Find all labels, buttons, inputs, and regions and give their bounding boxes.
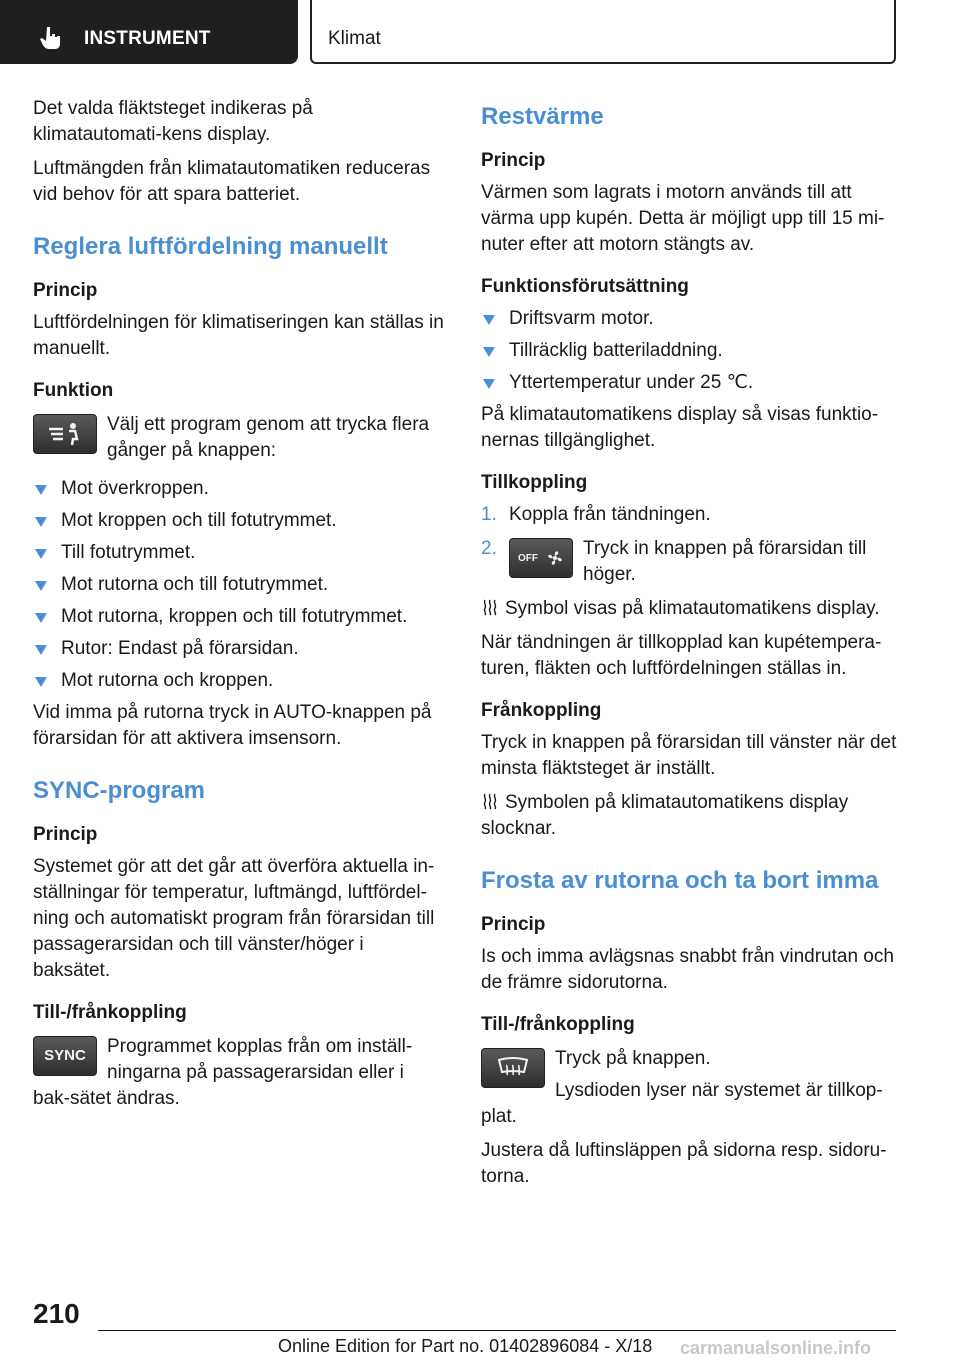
- prerequisites-list: [481, 306, 897, 396]
- subheading-funktion: Funktion: [33, 380, 114, 401]
- subheading-princip: Princip: [481, 150, 546, 171]
- paragraph-air-reduction: Luftmängden från klimatautomatiken reduceras vid behov för att spara batteriet.: [33, 158, 431, 205]
- heat-waves-icon: [481, 598, 499, 616]
- footer-edition: Online Edition for Part no. 01402896084 - X/18: [278, 1336, 653, 1356]
- page-header: [0, 0, 960, 66]
- sync-button-icon: SYNC: [33, 1036, 97, 1076]
- subheading-on-off: Till-/frånkoppling: [33, 1002, 187, 1023]
- list-item: Mot rutorna, kroppen och till fotutrymmet.: [33, 604, 445, 630]
- list-item: Driftsvarm motor.: [481, 306, 897, 332]
- led-text: Lysdioden lyser när systemet är tillkop-plat.: [481, 1080, 883, 1127]
- list-item: 2. OFF Tryck in knappen på förarsidan till höger.: [481, 538, 867, 585]
- paragraph-air-distribution: Luftfördelningen för klimatiseringen kan ställas in manuellt.: [33, 312, 444, 359]
- funktion-text: Välj ett program genom att trycka flera gånger på knappen:: [107, 414, 430, 461]
- triangle-bullet-icon: [483, 347, 495, 357]
- windshield-defrost-icon: [496, 1056, 530, 1080]
- triangle-bullet-icon: [35, 485, 47, 495]
- defrost-button-row: [481, 1046, 897, 1130]
- chapter-title: INSTRUMENT: [84, 28, 211, 49]
- heading-residual-heat: Restvärme: [481, 103, 604, 130]
- paragraph-display: På klimatautomatikens display så visas funktio-nernas tillgänglighet.: [481, 404, 879, 451]
- paragraph-symbol-shown: Symbol visas på klimatautomatikens display.: [481, 596, 897, 622]
- list-item: Rutor: Endast på förarsidan.: [33, 636, 445, 662]
- paragraph-ignition: När tändningen är tillkopplad kan kupétempera-turen, fläkten och luftfördelningen ställas in.: [481, 632, 882, 679]
- list-item: 1. Koppla från tändningen.: [481, 504, 711, 525]
- list-item: Yttertemperatur under 25 ℃.: [481, 370, 897, 396]
- paragraph-adjust-vents: Justera då luftinsläppen på sidorna resp. sidoru-torna.: [481, 1140, 887, 1187]
- fan-icon: [546, 549, 564, 567]
- subheading-princip: Princip: [33, 280, 98, 301]
- subheading-on-off: Till-/frånkoppling: [481, 1014, 635, 1035]
- section-title: Klimat: [328, 28, 381, 49]
- sync-button-row: [33, 1034, 445, 1112]
- section-tab[interactable]: [310, 0, 896, 64]
- triangle-bullet-icon: [483, 315, 495, 325]
- subheading-prerequisites: Funktionsförutsättning: [481, 276, 689, 297]
- paragraph-residual-heat: Värmen som lagrats i motorn används till att värma upp kupén. Detta är möjligt upp till 15 mi-nuter efter att motorn stängts av.: [481, 182, 885, 255]
- left-column: [33, 96, 445, 1120]
- subheading-deactivation: Frånkoppling: [481, 700, 602, 721]
- air-distribution-button-row: [33, 412, 445, 468]
- triangle-bullet-icon: [35, 677, 47, 687]
- list-item: Mot rutorna och kroppen.: [33, 668, 445, 694]
- footer-divider: [98, 1330, 896, 1331]
- sync-toggle-text: Programmet kopplas från om inställ-ningarna på passagerarsidan eller i bak-sätet ändras.: [33, 1036, 413, 1109]
- chapter-tab[interactable]: [0, 0, 298, 64]
- triangle-bullet-icon: [35, 613, 47, 623]
- paragraph-fog-auto: Vid imma på rutorna tryck in AUTO-knappen på förarsidan för att aktivera imsensorn.: [33, 702, 432, 749]
- paragraph-fan-level: Det valda fläktsteget indikeras på klimatautomati-kens display.: [33, 98, 313, 145]
- paragraph-symbol-off: Symbolen på klimatautomatikens display slocknar.: [481, 792, 849, 839]
- paragraph-sync: Systemet gör att det går att överföra aktuella in-ställningar för temperatur, luftmängd, luftfördel-ning och automatiskt program från förarsidan till passagerarsidan och till vänster/höger i baksätet.: [33, 856, 435, 981]
- right-column: [481, 96, 897, 1198]
- triangle-bullet-icon: [35, 645, 47, 655]
- heat-waves-icon: [481, 792, 499, 810]
- air-distribution-list: [33, 476, 445, 694]
- paragraph-defrost: Is och imma avlägsnas snabbt från vindrutan och de främre sidorutorna.: [481, 946, 894, 993]
- list-item: Mot kroppen och till fotutrymmet.: [33, 508, 445, 534]
- list-item: Tillräcklig batteriladdning.: [481, 338, 897, 364]
- triangle-bullet-icon: [35, 549, 47, 559]
- press-button-text: Tryck på knappen.: [555, 1048, 711, 1069]
- list-item: Mot rutorna och till fotutrymmet.: [33, 572, 445, 598]
- pointing-hand-icon: [40, 26, 62, 50]
- heading-sync: SYNC-program: [33, 777, 206, 804]
- triangle-bullet-icon: [35, 581, 47, 591]
- page-number: 210: [33, 1298, 80, 1329]
- heading-defrost: Frosta av rutorna och ta bort imma: [481, 867, 879, 894]
- subheading-princip: Princip: [33, 824, 98, 845]
- list-item: Till fotutrymmet.: [33, 540, 445, 566]
- subheading-activation: Tillkoppling: [481, 472, 588, 493]
- heading-air-distribution: Reglera luftfördelning manuellt: [33, 233, 388, 260]
- watermark: carmanualsonline.info: [680, 1338, 872, 1358]
- activation-steps: [481, 502, 897, 588]
- air-distribution-button-icon: [33, 414, 97, 454]
- off-fan-button-icon: OFF: [509, 538, 573, 578]
- triangle-bullet-icon: [483, 379, 495, 389]
- subheading-princip: Princip: [481, 914, 546, 935]
- defrost-button-icon: [481, 1048, 545, 1088]
- list-item: Mot överkroppen.: [33, 476, 445, 502]
- triangle-bullet-icon: [35, 517, 47, 527]
- paragraph-deactivation: Tryck in knappen på förarsidan till vänster när det minsta fläktsteget är inställt.: [481, 732, 897, 779]
